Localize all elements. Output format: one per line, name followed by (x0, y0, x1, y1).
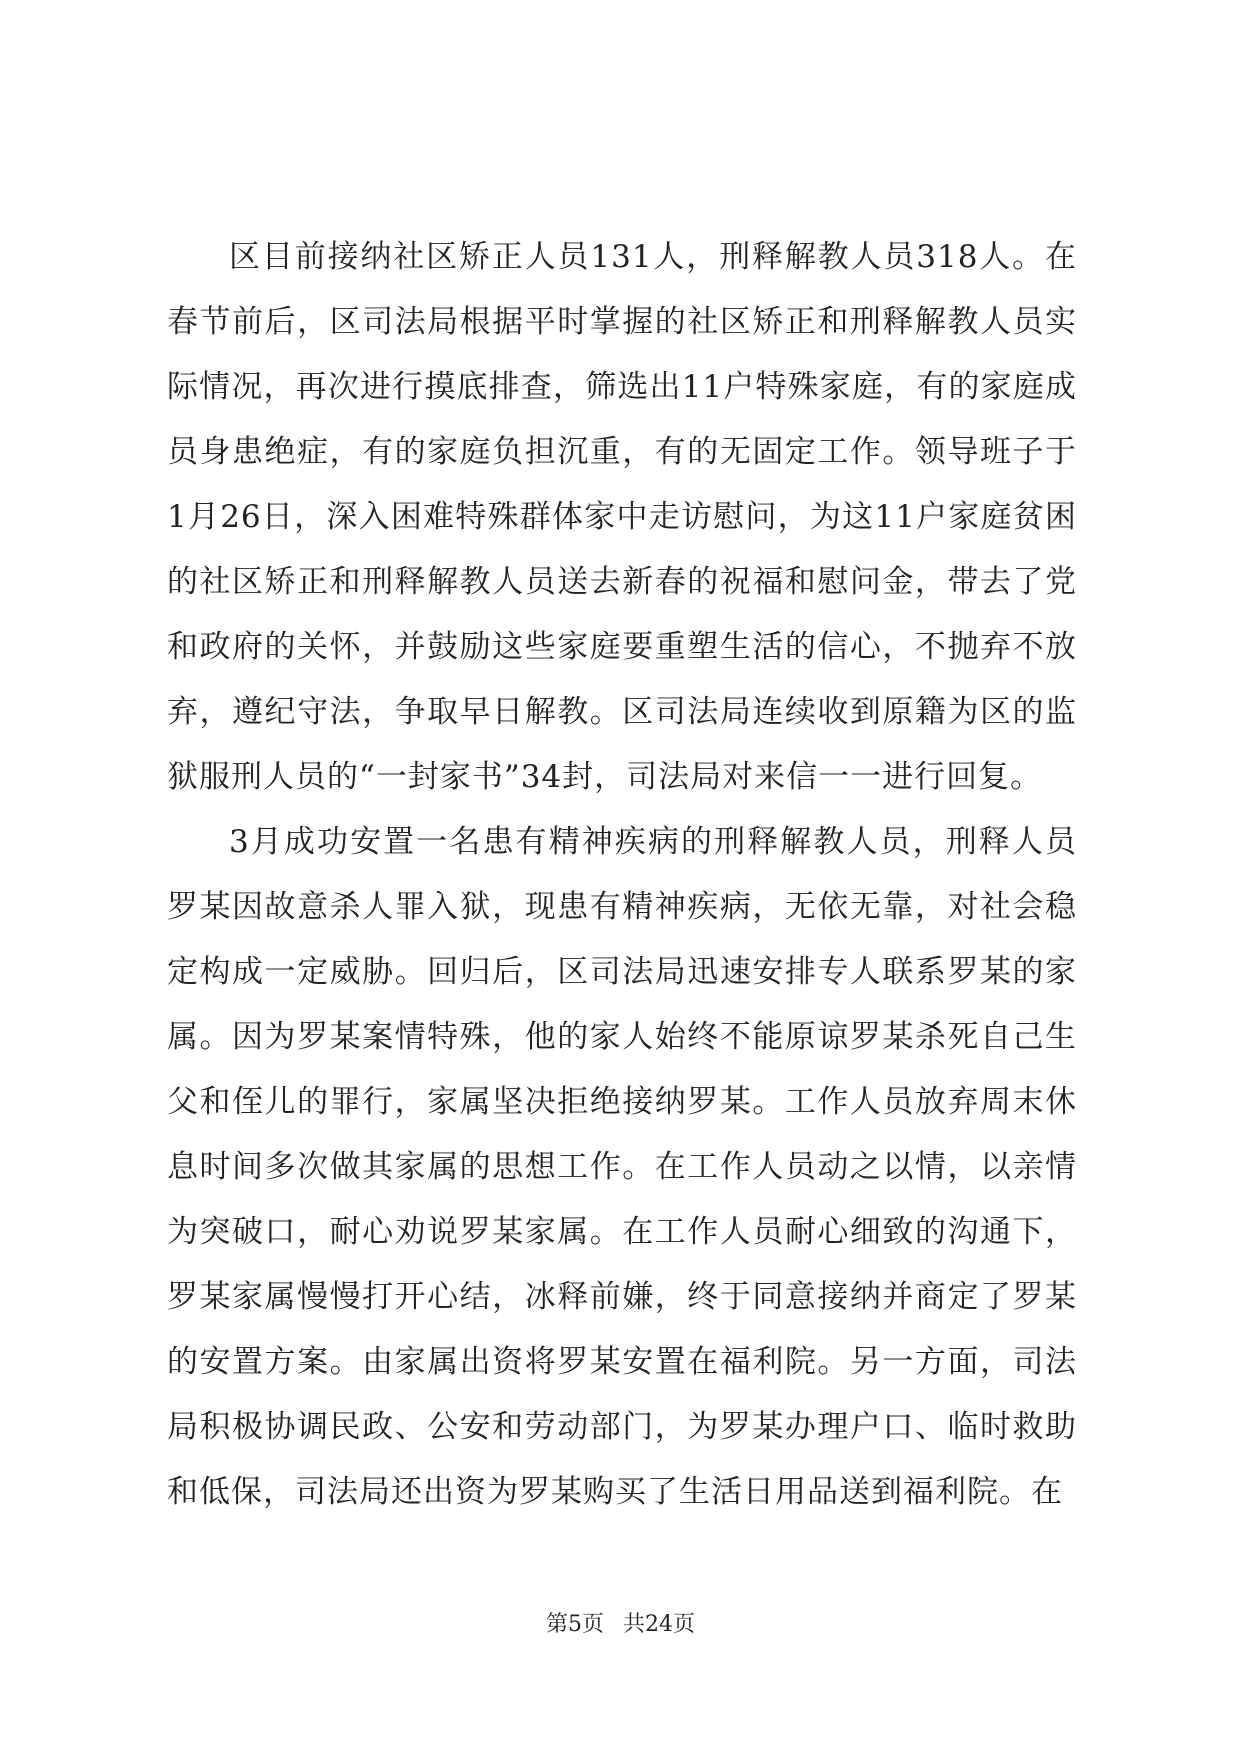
page-total: 共24页 (623, 1612, 695, 1637)
page-number: 第5页 (546, 1612, 604, 1637)
document-body (167, 225, 1077, 1525)
paragraph-1: 区目前接纳社区矫正人员131人，刑释解教人员318人。在春节前后，区司法局根据平时掌握的社区矫正和刑释解教人员实际情况，再次进行摸底排查，筛选出11户特殊家庭，有的家庭成员身患绝症，有的家庭负担沉重，有的无固定工作。领导班子于1月26日，深入困难特殊群体家中走访慰问，为这11户家庭贫困的社区矫正和刑释解教人员送去新春的祝福和慰问金，带去了党和政府的关怀，并鼓励这些家庭要重塑生活的信心，不抛弃不放弃，遵纪守法，争取早日解教。区司法局连续收到原籍为区的监狱服刑人员的“一封家书”34封，司法局对来信一一进行回复。 (167, 239, 1077, 795)
page-footer (0, 1610, 1241, 1640)
paragraph-2: 3月成功安置一名患有精神疾病的刑释解教人员，刑释人员罗某因故意杀人罪入狱，现患有精神疾病，无依无靠，对社会稳定构成一定威胁。回归后，区司法局迅速安排专人联系罗某的家属。因为罗某案情特殊，他的家人始终不能原谅罗某杀死自己生父和侄儿的罪行，家属坚决拒绝接纳罗某。工作人员放弃周末休息时间多次做其家属的思想工作。在工作人员动之以情，以亲情为突破口，耐心劝说罗某家属。在工作人员耐心细致的沟通下，罗某家属慢慢打开心结，冰释前嫌，终于同意接纳并商定了罗某的安置方案。由家属出资将罗某安置在福利院。另一方面，司法局积极协调民政、公安和劳动部门，为罗某办理户口、临时救助和低保，司法局还出资为罗某购买了生活日用品送到福利院。在 (167, 824, 1077, 1510)
